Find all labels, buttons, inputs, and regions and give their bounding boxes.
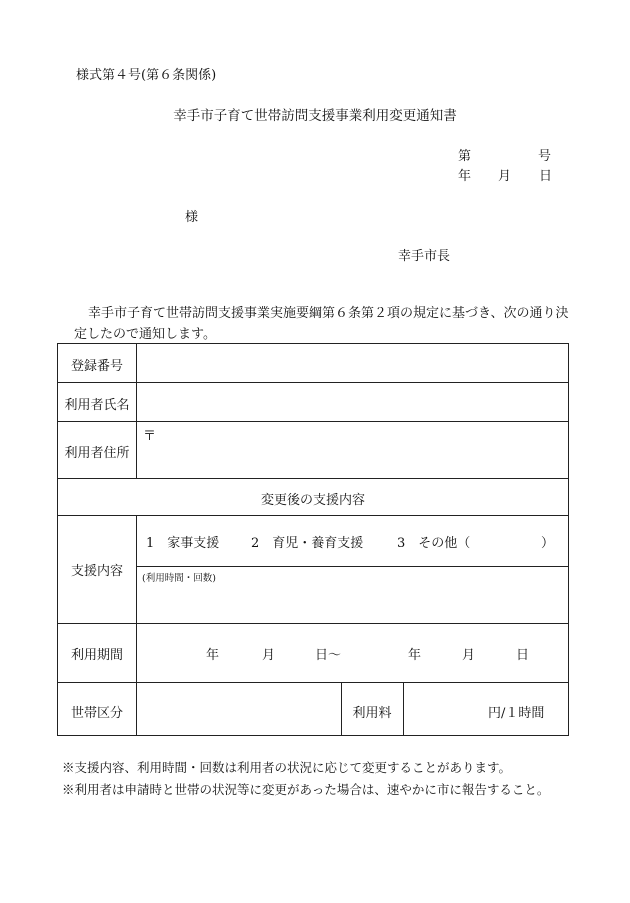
support-options	[146, 532, 556, 550]
support-option-close-paren: ）	[541, 536, 555, 551]
period-year-end: 年	[408, 648, 422, 663]
row-divider	[58, 623, 568, 624]
footnote-2: ※利用者は申請時と世帯の状況等に変更があった場合は、速やかに市に報告すること。	[62, 782, 550, 797]
period-day-start: 日〜	[315, 648, 342, 663]
row-divider	[58, 515, 568, 516]
support-option-childcare: 2 育児・養育支援	[251, 536, 364, 551]
section-header: 変更後の支援内容	[260, 493, 365, 508]
issuer: 幸手市長	[398, 249, 451, 264]
row-divider	[58, 478, 568, 479]
period-month-end: 月	[462, 648, 476, 663]
form-number: 様式第４号(第６条関係)	[76, 68, 217, 83]
period-label: 利用期間	[70, 648, 123, 663]
user-name-label: 利用者氏名	[64, 398, 130, 413]
postal-mark: 〒	[143, 429, 157, 444]
number-prefix: 第	[458, 149, 472, 164]
column-divider	[136, 515, 137, 735]
document-title: 幸手市子育て世帯訪問支援事業利用変更通知書	[173, 108, 457, 124]
usage-period	[58, 644, 568, 662]
row-divider	[58, 421, 568, 422]
number-suffix: 号	[538, 149, 552, 164]
column-divider	[403, 682, 404, 735]
date-day: 日	[539, 169, 553, 184]
household-label: 世帯区分	[70, 706, 123, 721]
date-year: 年	[458, 169, 472, 184]
date-month: 月	[498, 169, 512, 184]
form-table	[57, 343, 569, 736]
fee-unit: 円/１時間	[488, 706, 545, 721]
body-text-content: 幸手市子育て世帯訪問支援事業実施要綱第６条第２項の規定に基づき、次の通り決定したので通知します。	[74, 306, 569, 342]
usage-note: (利用時間・回数)	[142, 573, 216, 584]
fee-label: 利用料	[352, 706, 392, 721]
addressee-suffix: 様	[185, 210, 199, 225]
support-option-other: 3 その他（	[397, 536, 471, 551]
support-option-housework: 1 家事支援	[146, 536, 220, 551]
row-divider	[58, 382, 568, 383]
body-text	[74, 303, 574, 345]
footnote-1: ※支援内容、利用時間・回数は利用者の状況に応じて変更することがあります。	[62, 760, 512, 775]
column-divider	[136, 344, 137, 478]
row-divider	[136, 566, 568, 567]
period-day-end: 日	[516, 648, 530, 663]
row-divider	[58, 682, 568, 683]
support-content-label: 支援内容	[70, 564, 123, 579]
period-month-start: 月	[262, 648, 276, 663]
registration-number-label: 登録番号	[70, 359, 123, 374]
period-year-start: 年	[206, 648, 220, 663]
user-address-label: 利用者住所	[64, 446, 130, 461]
